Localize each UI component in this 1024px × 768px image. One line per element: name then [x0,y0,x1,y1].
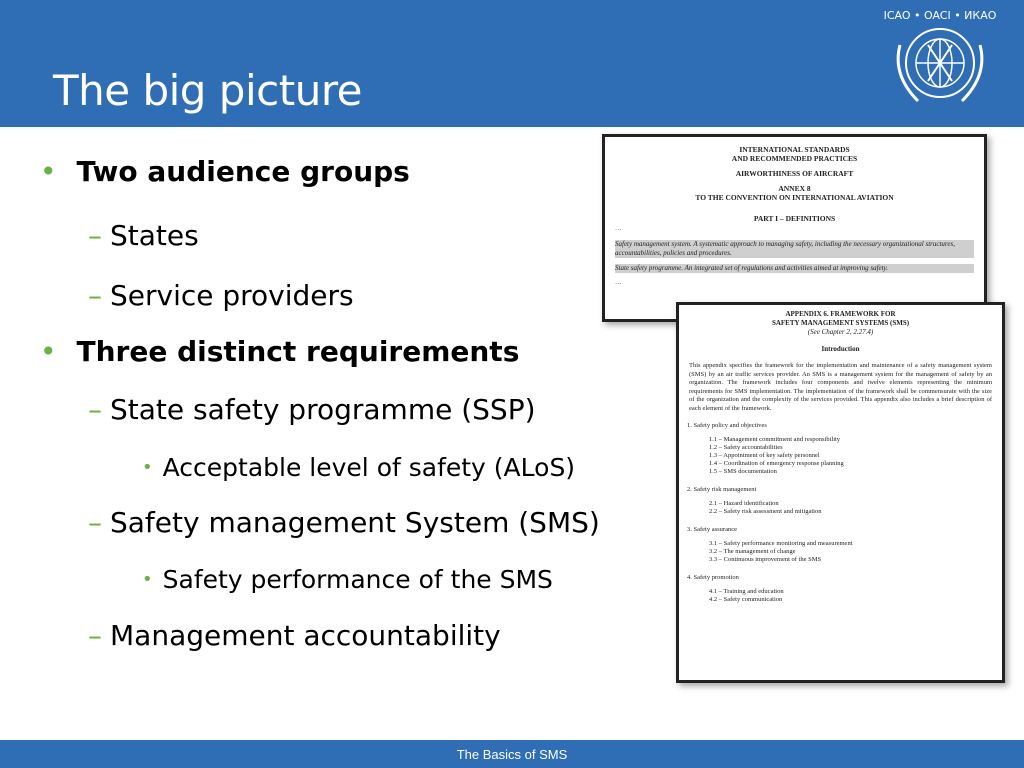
sub-bullet-service-providers: – Service providers [88,279,354,312]
annex8-excerpt-image: INTERNATIONAL STANDARDS AND RECOMMENDED PRACTICES AIRWORTHINESS OF AIRCRAFT ANNEX 8 TO THE CONVENTION ON INTERNATIONAL AVIATION PART I – DEFINITIONS … Safety management system. A systematic approach to managing safety, including the necessary organizational structures, accountabilities, policies and procedures. State safety programme. An integrated set of regulations and activities aimed at improving safety. … [602,134,987,322]
slide-footer [0,740,1024,768]
footer-text: The Basics of SMS [456,747,568,762]
sub-sub-bullet-sms-performance: • Safety performance of the SMS [142,565,553,594]
definition-ssp: State safety programme. An integrated set of regulations and activities aimed at improving safety. [615,264,974,273]
slide-header [0,0,1024,127]
sub-sub-bullet-alos: • Acceptable level of safety (ALoS) [142,453,576,482]
sub-bullet-ssp: – State safety programme (SSP) [88,393,536,426]
bullet-three-requirements: • Three distinct requirements [40,335,520,368]
bullet-two-audience-groups: • Two audience groups [40,155,410,188]
sub-bullet-states: – States [88,219,199,252]
sub-bullet-sms: – Safety management System (SMS) [88,506,600,539]
definition-sms: Safety management system. A systematic approach to managing safety, including the necessary organizational structures, accountabilities, policies and procedures. [615,240,974,258]
logo-text: ICAO • OACI • ИКАО [883,9,997,22]
sub-bullet-management-accountability: – Management accountability [88,619,501,652]
appendix6-excerpt-image: APPENDIX 6. FRAMEWORK FOR SAFETY MANAGEMENT SYSTEMS (SMS) (See Chapter 2, 2.27.4) Introduction This appendix specifies the framework for the implementation and maintenance of a safety management system (SMS) by an air traffic services provider. An SMS is a management system for the management of safety by an organization. The framework includes four components and twelve elements representing the minimum requirements for SMS implementation. The implementation of the framework shall be commensurate with the size of the organization and the complexity of the services provided. This appendix also includes a brief description of each element of the framework. 1. Safety policy and objectives 1.1 – Management commitment and responsibility 1.2 – Safety accountabilities 1.3 – Appointment of key safety personnel 1.4 – Coordination of emergency response planning 1.5 – SMS documentation 2. Safety risk management 2.1 – Hazard identification 2.2 – Safety risk assessment and mitigation 3. Safety assurance 3.1 – Safety performance monitoring and measurement 3.2 – The management of change 3.3 – Continuous improvement of the SMS 4. Safety promotion 4.1 – Training and education 4.2 – Safety communication [676,302,1005,683]
icao-emblem-icon [878,5,1002,123]
slide-title: The big picture [53,66,362,115]
